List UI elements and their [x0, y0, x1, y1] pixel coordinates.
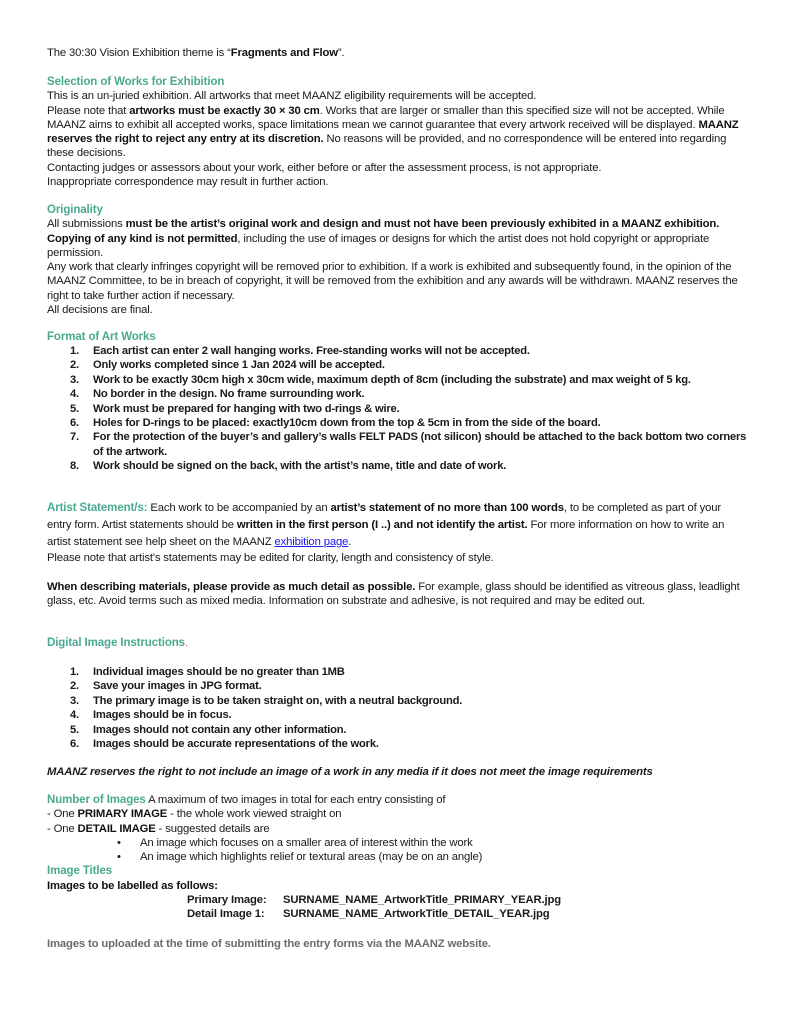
item-text: Save your images in JPG format. [93, 680, 262, 693]
text: Please note that [47, 104, 130, 117]
digital-list [47, 665, 747, 751]
list-item [47, 737, 747, 751]
item-text: Each artist can enter 2 wall hanging works. Free-standing works will not be accepted. [93, 345, 530, 357]
image-requirement-note: MAANZ reserves the right to not include an image of a work in any media if it does not meet the image requirements [47, 766, 653, 778]
text: - suggested details are [155, 822, 270, 835]
statement-note: Please note that artist's statements may be edited for clarity, length and consistency of style. [47, 552, 494, 564]
list-item [47, 402, 747, 416]
item-text: Work to be exactly 30cm high x 30cm wide, maximum depth of 8cm (including the substrate) and max weight of 5 kg. [93, 373, 691, 386]
detail-image-line [47, 822, 747, 836]
text: - the whole work viewed straight on [167, 808, 342, 821]
list-item [47, 430, 747, 459]
filename-label: Detail Image 1: [187, 908, 265, 921]
text: All submissions [47, 218, 126, 231]
text: No reasons will be provided, and no correspondence will be entered into regarding these decisions. [47, 133, 727, 160]
item-text: For the protection of the buyer’s and gallery’s walls FELT PADS (not silicon) should be attached to the back bottom two corners of the artwork. [93, 431, 747, 458]
originality-paragraph3: All decisions are final. [47, 304, 153, 317]
originality-paragraph1 [47, 217, 747, 260]
list-item [47, 387, 747, 401]
materials-paragraph [47, 580, 747, 609]
selection-paragraph [47, 104, 747, 161]
filename-row [47, 893, 747, 907]
primary-image-label: PRIMARY IMAGE [77, 808, 168, 821]
selection-line1: This is an un-juried exhibition. All artworks that meet MAANZ eligibility requirements will be accepted. [47, 90, 537, 103]
text: For example, glass should be identified as vitreous glass, leadlight glass, etc. Avoid terms such as mixed media. Information on substrate and adhesive, is not required and may be edited out. [47, 581, 740, 608]
intro-suffix: ”. [337, 47, 345, 59]
digital-section [47, 636, 747, 650]
list-item [47, 459, 747, 473]
item-text: The primary image is to be taken straight on, with a neutral background. [93, 694, 463, 707]
exhibition-theme: Fragments and Flow [230, 47, 338, 59]
item-number: 6. [70, 738, 79, 751]
item-text: An image which highlights relief or textural areas (may be on an angle) [140, 851, 483, 864]
item-number: 3. [70, 694, 79, 707]
item-number: 2. [70, 359, 79, 372]
item-number: 8. [70, 460, 79, 473]
list-item [47, 679, 747, 693]
text: For more information on how to write an artist statement see help sheet on the MAANZ [47, 519, 725, 548]
format-heading: Format of Art Works [47, 331, 156, 343]
artist-statement-section [47, 500, 747, 565]
list-item [47, 358, 747, 372]
selection-line3: Contacting judges or assessors about your work, either before or after the assessment process, is not appropriate. [47, 161, 602, 174]
originality-requirement: must be the artist’s original work and design and must not have been previously exhibited in a MAANZ exhibition. Copying of any kind is not permitted [47, 218, 720, 245]
list-item [47, 344, 747, 358]
item-number: 6. [70, 417, 79, 430]
item-text: Images should be in focus. [93, 709, 232, 722]
item-text: No border in the design. No frame surrounding work. [93, 388, 365, 401]
detail-image-label: DETAIL IMAGE [77, 822, 156, 835]
selection-section [47, 75, 747, 189]
upload-note: Images to uploaded at the time of submitting the entry forms via the MAANZ website. [47, 938, 491, 950]
item-number: 4. [70, 388, 79, 401]
item-number: 4. [70, 709, 79, 722]
text: . [348, 536, 352, 548]
filename-value: SURNAME_NAME_ArtworkTitle_DETAIL_YEAR.jpg [283, 908, 550, 921]
size-requirement: artworks must be exactly 30 × 30 cm [129, 104, 320, 117]
number-of-images-intro [47, 793, 747, 807]
heading-dot: . [184, 637, 188, 649]
text: Each work to be accompanied by an [147, 502, 331, 514]
text: - One [47, 808, 78, 821]
list-item [47, 850, 747, 864]
item-text: Work should be signed on the back, with the artist’s name, title and date of work. [93, 460, 507, 473]
item-number: 3. [70, 373, 79, 386]
list-item [47, 416, 747, 430]
reject-right: MAANZ reserves the right to reject any entry at its discretion. [47, 118, 739, 146]
artist-statement-heading: Artist Statement/s: [47, 502, 148, 514]
filename-label: Primary Image: [187, 894, 267, 907]
originality-paragraph2: Any work that clearly infringes copyright will be removed prior to exhibition. If a work is exhibited and subsequently found, in the opinion of the MAANZ Committee, to be in breach of copyright, it will be removed from the exhibition and any awards will be withdrawn. MAANZ reserves the right to take further action if necessary. [47, 261, 738, 302]
list-item [47, 708, 747, 722]
text: . Works that are larger or smaller than this specified size will not be accepted. While MAANZ aims to exhibit all accepted works, space limitations mean we cannot guarantee that every artwork received will be displayed. [47, 104, 725, 131]
item-number: 5. [70, 402, 79, 415]
item-number: 2. [70, 680, 79, 693]
format-section [47, 330, 747, 344]
number-of-images-heading: Number of Images [47, 794, 146, 806]
format-list [47, 344, 747, 474]
selection-line4: Inappropriate correspondence may result in further action. [47, 176, 329, 189]
item-number: 7. [70, 431, 79, 444]
item-text: Images should not contain any other information. [93, 723, 347, 736]
list-item [47, 373, 747, 387]
first-person-requirement: written in the first person (I ..) and not identify the artist. [236, 519, 528, 531]
digital-heading: Digital Image Instructions [47, 637, 185, 649]
item-text: Only works completed since 1 Jan 2024 will be accepted. [93, 359, 385, 372]
image-titles-heading: Image Titles [47, 865, 113, 878]
item-number: 1. [70, 666, 79, 678]
number-of-images-section [47, 793, 747, 921]
text: - One [47, 822, 78, 835]
artist-statement-paragraph [47, 500, 747, 551]
item-text: Images should be accurate representations of the work. [93, 738, 379, 751]
selection-heading: Selection of Works for Exhibition [47, 76, 225, 88]
intro-prefix: The 30:30 Vision Exhibition theme is “ [47, 47, 231, 59]
exhibition-page-link[interactable]: exhibition page [274, 536, 349, 548]
text: , including the use of images or designs for which the artist does not hold copyright or appropriate permission. [47, 232, 710, 259]
text: A maximum of two images in total for each entry consisting of [145, 794, 446, 806]
filename-row [47, 907, 747, 921]
list-item [47, 836, 747, 850]
originality-section [47, 203, 747, 317]
primary-image-line [47, 807, 747, 821]
item-text: Holes for D-rings to be placed: exactly10cm down from the top & 5cm in from the side of the board. [93, 417, 601, 430]
intro-line [47, 46, 747, 60]
item-text: Individual images should be no greater than 1MB [93, 666, 345, 678]
bullet-icon: • [117, 851, 121, 864]
item-text: Work must be prepared for hanging with two d-rings & wire. [93, 402, 400, 415]
text: , to be completed as part of your entry form. Artist statements should be [47, 502, 721, 531]
filename-value: SURNAME_NAME_ArtworkTitle_PRIMARY_YEAR.jpg [283, 894, 562, 907]
item-number: 1. [70, 345, 79, 357]
item-text: An image which focuses on a smaller area of interest within the work [140, 836, 473, 849]
list-item [47, 723, 747, 737]
bullet-icon: • [117, 836, 121, 849]
item-number: 5. [70, 723, 79, 736]
materials-emphasis: When describing materials, please provide as much detail as possible. [47, 581, 416, 593]
originality-heading: Originality [47, 204, 103, 216]
word-limit: artist’s statement of no more than 100 words [330, 502, 564, 514]
list-item [47, 694, 747, 708]
list-item [47, 665, 747, 679]
image-titles-intro: Images to be labelled as follows: [47, 879, 218, 892]
